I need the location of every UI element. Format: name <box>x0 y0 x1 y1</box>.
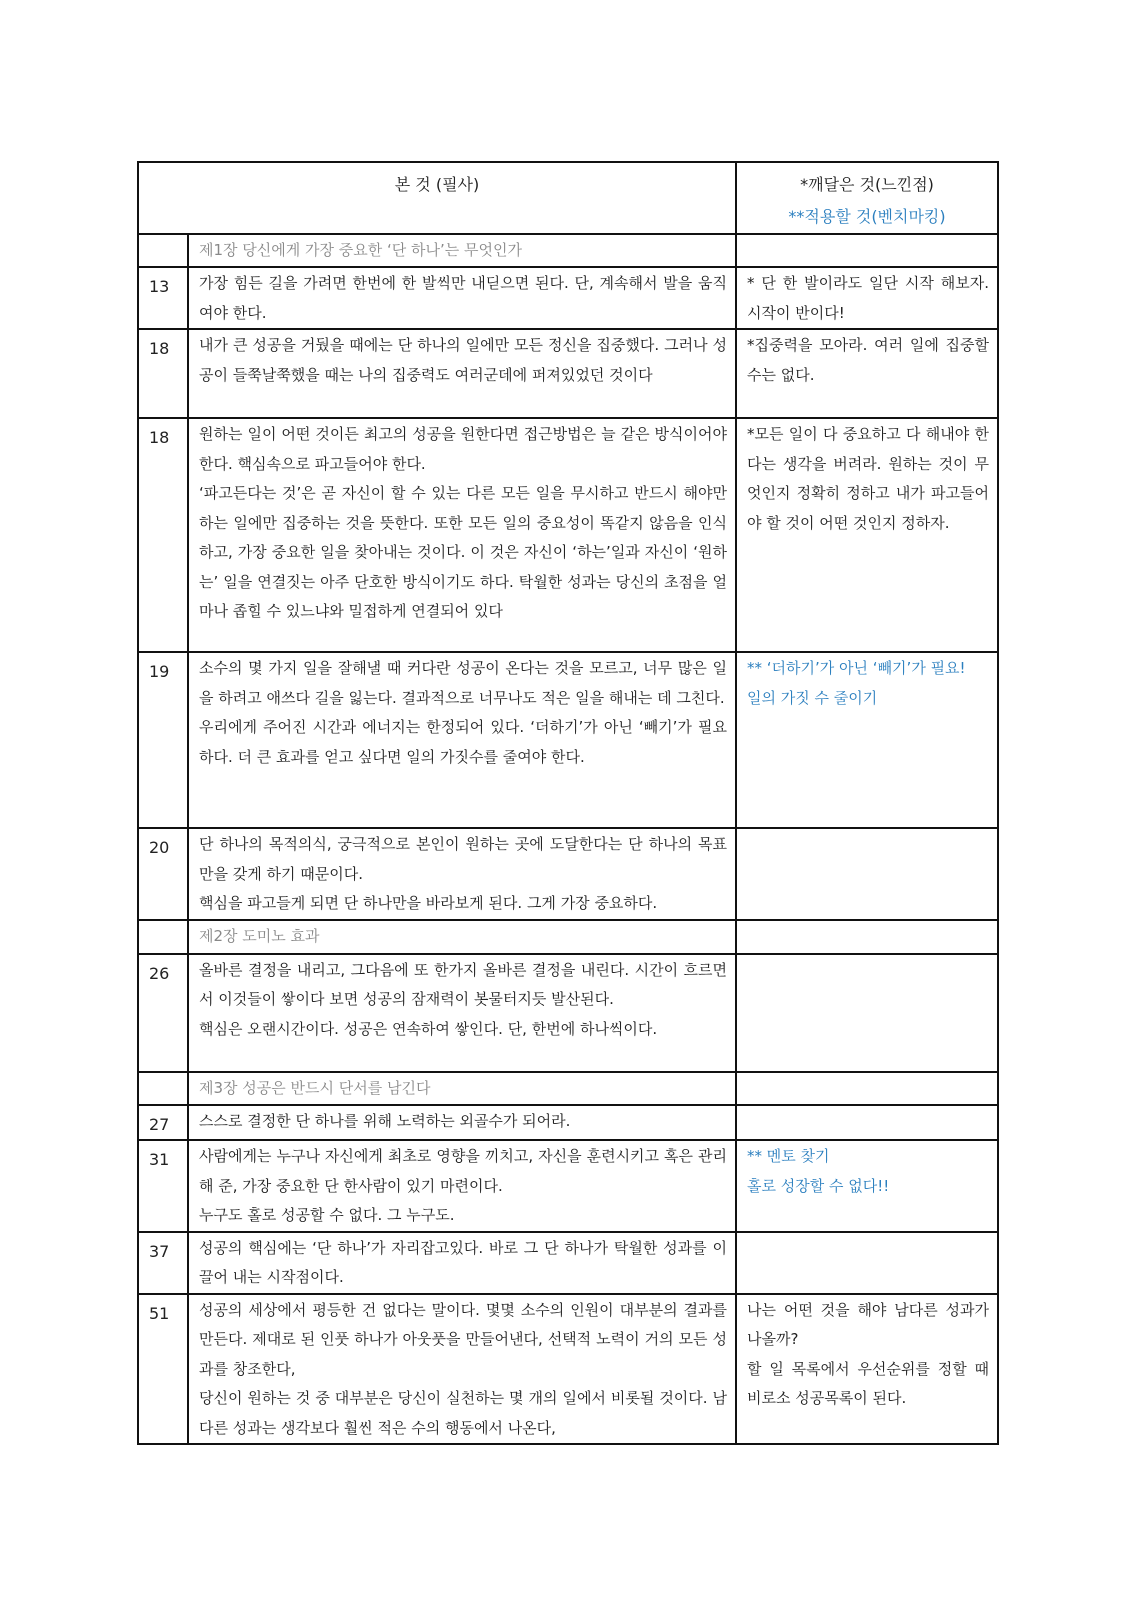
empty-cell <box>138 1072 188 1105</box>
note-line: 일의 가짓 수 줄이기 <box>747 688 878 707</box>
empty-cell <box>736 920 998 954</box>
realized-note <box>736 267 998 329</box>
note-line: ** 멘토 찾기 <box>747 1147 830 1165</box>
text-paragraph: 사람에게는 누구나 자신에게 최초로 영향을 끼치고, 자신을 훈련시키고 혹은 관리해 준, 가장 중요한 단 한사람이 있기 마련이다. <box>199 1147 728 1195</box>
page-number: 37 <box>138 1232 188 1294</box>
seen-text <box>188 1232 736 1294</box>
chapter-title: 제3장 성공은 반드시 단서를 남긴다 <box>188 1072 736 1105</box>
empty-cell <box>736 1072 998 1105</box>
realized-apply-header <box>736 162 998 234</box>
text-paragraph: 내가 큰 성공을 거뒀을 때에는 단 하나의 일에만 모든 정신을 집중했다. 그러나 성공이 들쭉날쭉했을 때는 나의 집중력도 여러군데에 퍼져있었던 것이다 <box>199 336 728 384</box>
text-paragraph: 단 하나의 목적의식, 궁극적으로 본인이 원하는 곳에 도달한다는 단 하나의 목표만을 갖게 하기 때문이다. <box>199 835 728 883</box>
chapter-title: 제1장 당신에게 가장 중요한 ‘단 하나’는 무엇인가 <box>188 234 736 267</box>
note-line: 할 일 목록에서 우선순위를 정할 때 비로소 성공목록이 된다. <box>747 1359 990 1407</box>
apply-note <box>736 1140 998 1232</box>
table-row <box>138 1294 998 1445</box>
apply-note <box>736 652 998 828</box>
text-paragraph: 가장 힘든 길을 가려면 한번에 한 발씩만 내딛으면 된다. 단, 계속해서 발을 움직여야 한다. <box>199 274 728 322</box>
seen-text <box>188 954 736 1072</box>
chapter-row <box>138 920 998 954</box>
text-paragraph: ‘파고든다는 것’은 곧 자신이 할 수 있는 다른 모든 일을 무시하고 반드시 해야만 하는 일에만 집중하는 것을 뜻한다. 또한 모든 일의 중요성이 똑같지 않음을 인식하고, 가장 중요한 일을 찾아내는 것이다. 이 것은 자신이 ‘하는’일과 자신이 ‘원하는’ 일을 연결짓는 아주 단호한 방식이기도 하다. 탁월한 성과는 당신의 초점을 얼마나 좁힐 수 있느냐와 밀접하게 연결되어 있다 <box>199 484 728 620</box>
chapter-row <box>138 1072 998 1105</box>
seen-text <box>188 1105 736 1141</box>
table-row <box>138 1232 998 1294</box>
text-paragraph: 성공의 핵심에는 ‘단 하나’가 자리잡고있다. 바로 그 단 하나가 탁월한 성과를 이끌어 내는 시작점이다. <box>199 1238 728 1286</box>
page-number: 27 <box>138 1105 188 1141</box>
table-row <box>138 954 998 1072</box>
apply-label: **적용할 것(벤치마킹) <box>788 207 946 226</box>
seen-text <box>188 267 736 329</box>
chapter-title: 제2장 도미노 효과 <box>188 920 736 954</box>
note-line: 홀로 성장할 수 없다!! <box>747 1176 890 1195</box>
header-row <box>138 162 998 234</box>
text-paragraph: 핵심은 오랜시간이다. 성공은 연속하여 쌓인다. 단, 한번에 하나씩이다. <box>199 1019 658 1038</box>
seen-text <box>188 1294 736 1445</box>
page-number: 31 <box>138 1140 188 1232</box>
note-line: ** ‘더하기’가 아닌 ‘빼기’가 필요! <box>747 659 966 677</box>
realized-note <box>736 418 998 652</box>
page-number: 51 <box>138 1294 188 1445</box>
page-number: 18 <box>138 329 188 418</box>
table-row <box>138 1105 998 1141</box>
realized-label: *깨달은 것(느낀점) <box>800 175 934 194</box>
realized-note <box>736 329 998 418</box>
empty-note <box>736 1105 998 1141</box>
empty-cell <box>138 234 188 267</box>
text-paragraph: 누구도 홀로 성공할 수 없다. 그 누구도. <box>199 1206 455 1224</box>
realized-note <box>736 1294 998 1445</box>
table-row <box>138 1140 998 1232</box>
text-paragraph: 성공의 세상에서 평등한 건 없다는 말이다. 몇몇 소수의 인원이 대부분의 결과를 만든다. 제대로 된 인풋 하나가 아웃풋을 만들어낸다, 선택적 노력이 거의 모든 성과를 창조한다, <box>199 1300 728 1378</box>
table-row <box>138 329 998 418</box>
table-row <box>138 267 998 329</box>
text-paragraph: 핵심을 파고들게 되면 단 하나만을 바라보게 된다. 그게 가장 중요하다. <box>199 894 658 912</box>
empty-note <box>736 828 998 920</box>
seen-text <box>188 418 736 652</box>
text-paragraph: 소수의 몇 가지 일을 잘해낼 때 커다란 성공이 온다는 것을 모르고, 너무 많은 일을 하려고 애쓰다 길을 잃는다. 결과적으로 너무나도 적은 일을 해내는 데 그친다. <box>199 659 728 707</box>
seen-text <box>188 828 736 920</box>
empty-note <box>736 954 998 1072</box>
reading-notes-table <box>137 161 999 1445</box>
empty-note <box>736 1232 998 1294</box>
text-paragraph: 당신이 원하는 것 중 대부분은 당신이 실천하는 몇 개의 일에서 비롯될 것이다. 남다른 성과는 생각보다 훨씬 적은 수의 행동에서 나온다, <box>199 1389 728 1437</box>
text-paragraph: 올바른 결정을 내리고, 그다음에 또 한가지 올바른 결정을 내린다. 시간이 흐르면서 이것들이 쌓이다 보면 성공의 잠재력이 봇물터지듯 발산된다. <box>199 960 728 1008</box>
table-row <box>138 652 998 828</box>
page-number: 26 <box>138 954 188 1072</box>
chapter-row <box>138 234 998 267</box>
seen-text <box>188 329 736 418</box>
note-line: 나는 어떤 것을 해야 남다른 성과가 나올까? <box>747 1300 990 1348</box>
note-line: *모든 일이 다 중요하고 다 해내야 한다는 생각을 버려라. 원하는 것이 무엇인지 정확히 정하고 내가 파고들어야 할 것이 어떤 것인지 정하자. <box>747 425 990 532</box>
page-number: 19 <box>138 652 188 828</box>
page-number: 20 <box>138 828 188 920</box>
text-paragraph: 원하는 일이 어떤 것이든 최고의 성공을 원한다면 접근방법은 늘 같은 방식이어야 한다. 핵심속으로 파고들어야 한다. <box>199 425 728 473</box>
note-line: * 단 한 발이라도 일단 시작 해보자. 시작이 반이다! <box>747 274 990 322</box>
table-row <box>138 828 998 920</box>
text-paragraph: 스스로 결정한 단 하나를 위해 노력하는 외골수가 되어라. <box>199 1111 571 1130</box>
seen-text <box>188 1140 736 1232</box>
note-line: *집중력을 모아라. 여러 일에 집중할 수는 없다. <box>747 336 990 384</box>
seen-text <box>188 652 736 828</box>
seen-header: 본 것 (필사) <box>138 162 736 234</box>
page-number: 18 <box>138 418 188 652</box>
page-number: 13 <box>138 267 188 329</box>
empty-cell <box>736 234 998 267</box>
table-row <box>138 418 998 652</box>
empty-cell <box>138 920 188 954</box>
text-paragraph: 우리에게 주어진 시간과 에너지는 한정되어 있다. ‘더하기’가 아닌 ‘빼기’가 필요하다. 더 큰 효과를 얻고 싶다면 일의 가짓수를 줄여야 한다. <box>199 718 728 766</box>
